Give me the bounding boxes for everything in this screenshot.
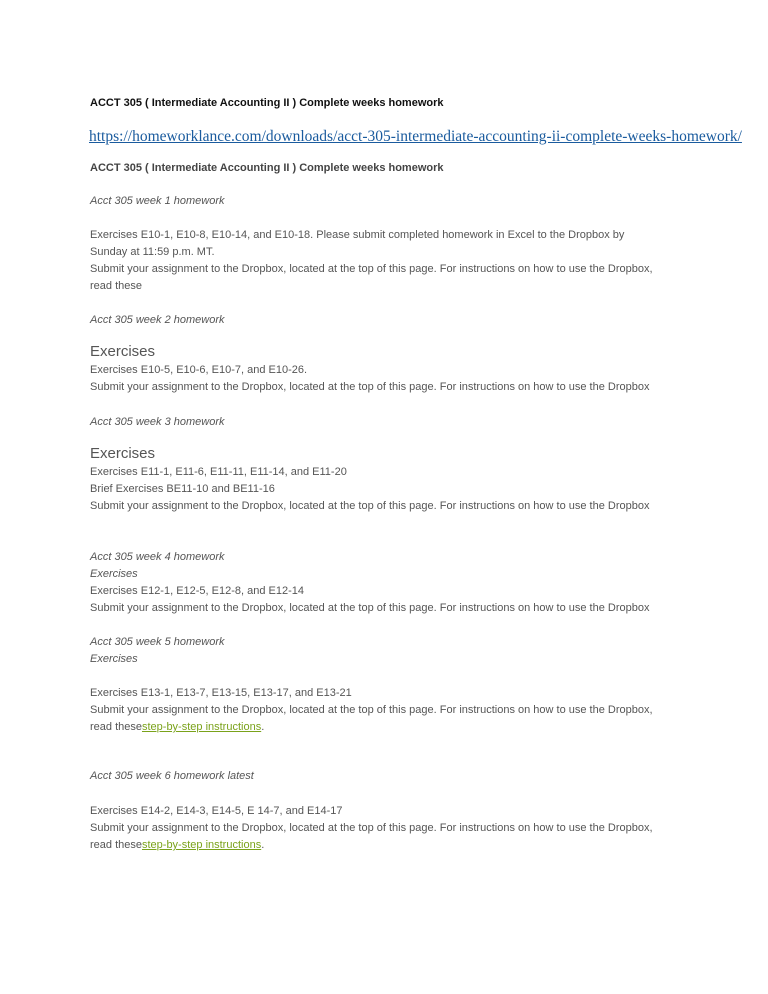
document-title: ACCT 305 ( Intermediate Accounting II ) Complete weeks homework (90, 97, 444, 109)
week-4-subheading: Exercises (90, 568, 138, 580)
week-2-heading: Acct 305 week 2 homework (90, 314, 225, 326)
period: . (261, 721, 265, 733)
week-1-line: Exercises E10-1, E10-8, E10-14, and E10-18. Please submit completed homework in Excel to the Dropbox by (90, 229, 625, 241)
step-by-step-instructions-link[interactable]: step-by-step instructions (141, 839, 262, 851)
week-6-read-line (90, 838, 264, 852)
week-5-line: Exercises E13-1, E13-7, E13-15, E13-17, and E13-21 (90, 687, 352, 699)
week-2-subheading: Exercises (90, 343, 156, 360)
week-4-heading: Acct 305 week 4 homework (90, 551, 225, 563)
week-5-subheading: Exercises (90, 653, 138, 665)
step-by-step-instructions-link[interactable]: step-by-step instructions (141, 721, 262, 733)
period: . (261, 839, 265, 851)
week-6-line: Exercises E14-2, E14-3, E14-5, E 14-7, and E14-17 (90, 805, 343, 817)
week-5-line: Submit your assignment to the Dropbox, located at the top of this page. For instructions on how to use the Dropbox, (90, 704, 653, 716)
week-4-line: Exercises E12-1, E12-5, E12-8, and E12-14 (90, 585, 305, 597)
week-3-line: Exercises E11-1, E11-6, E11-11, E11-14, and E11-20 (90, 466, 347, 478)
week-1-line: read these (90, 280, 142, 292)
read-prefix: read these (90, 721, 142, 733)
read-prefix: read these (90, 839, 142, 851)
week-2-line: Submit your assignment to the Dropbox, located at the top of this page. For instructions on how to use the Dropbox (90, 381, 650, 393)
week-6-heading: Acct 305 week 6 homework latest (90, 770, 254, 782)
week-2-line: Exercises E10-5, E10-6, E10-7, and E10-26. (90, 364, 308, 376)
week-1-line: Sunday at 11:59 p.m. MT. (90, 246, 215, 258)
week-1-line: Submit your assignment to the Dropbox, located at the top of this page. For instructions on how to use the Dropbox, (90, 263, 653, 275)
product-url-link[interactable]: https://homeworklance.com/downloads/acct-305-intermediate-accounting-ii-complete-weeks-homework/ (89, 128, 742, 145)
week-3-line: Brief Exercises BE11-10 and BE11-16 (90, 483, 275, 495)
week-3-subheading: Exercises (90, 445, 156, 462)
document-subtitle: ACCT 305 ( Intermediate Accounting II ) Complete weeks homework (90, 162, 444, 174)
week-1-heading: Acct 305 week 1 homework (90, 195, 225, 207)
week-6-line: Submit your assignment to the Dropbox, located at the top of this page. For instructions on how to use the Dropbox, (90, 822, 653, 834)
week-5-heading: Acct 305 week 5 homework (90, 636, 225, 648)
week-3-heading: Acct 305 week 3 homework (90, 416, 225, 428)
week-3-line: Submit your assignment to the Dropbox, located at the top of this page. For instructions on how to use the Dropbox (90, 500, 650, 512)
week-5-read-line (90, 720, 264, 734)
week-4-line: Submit your assignment to the Dropbox, located at the top of this page. For instructions on how to use the Dropbox (90, 602, 650, 614)
